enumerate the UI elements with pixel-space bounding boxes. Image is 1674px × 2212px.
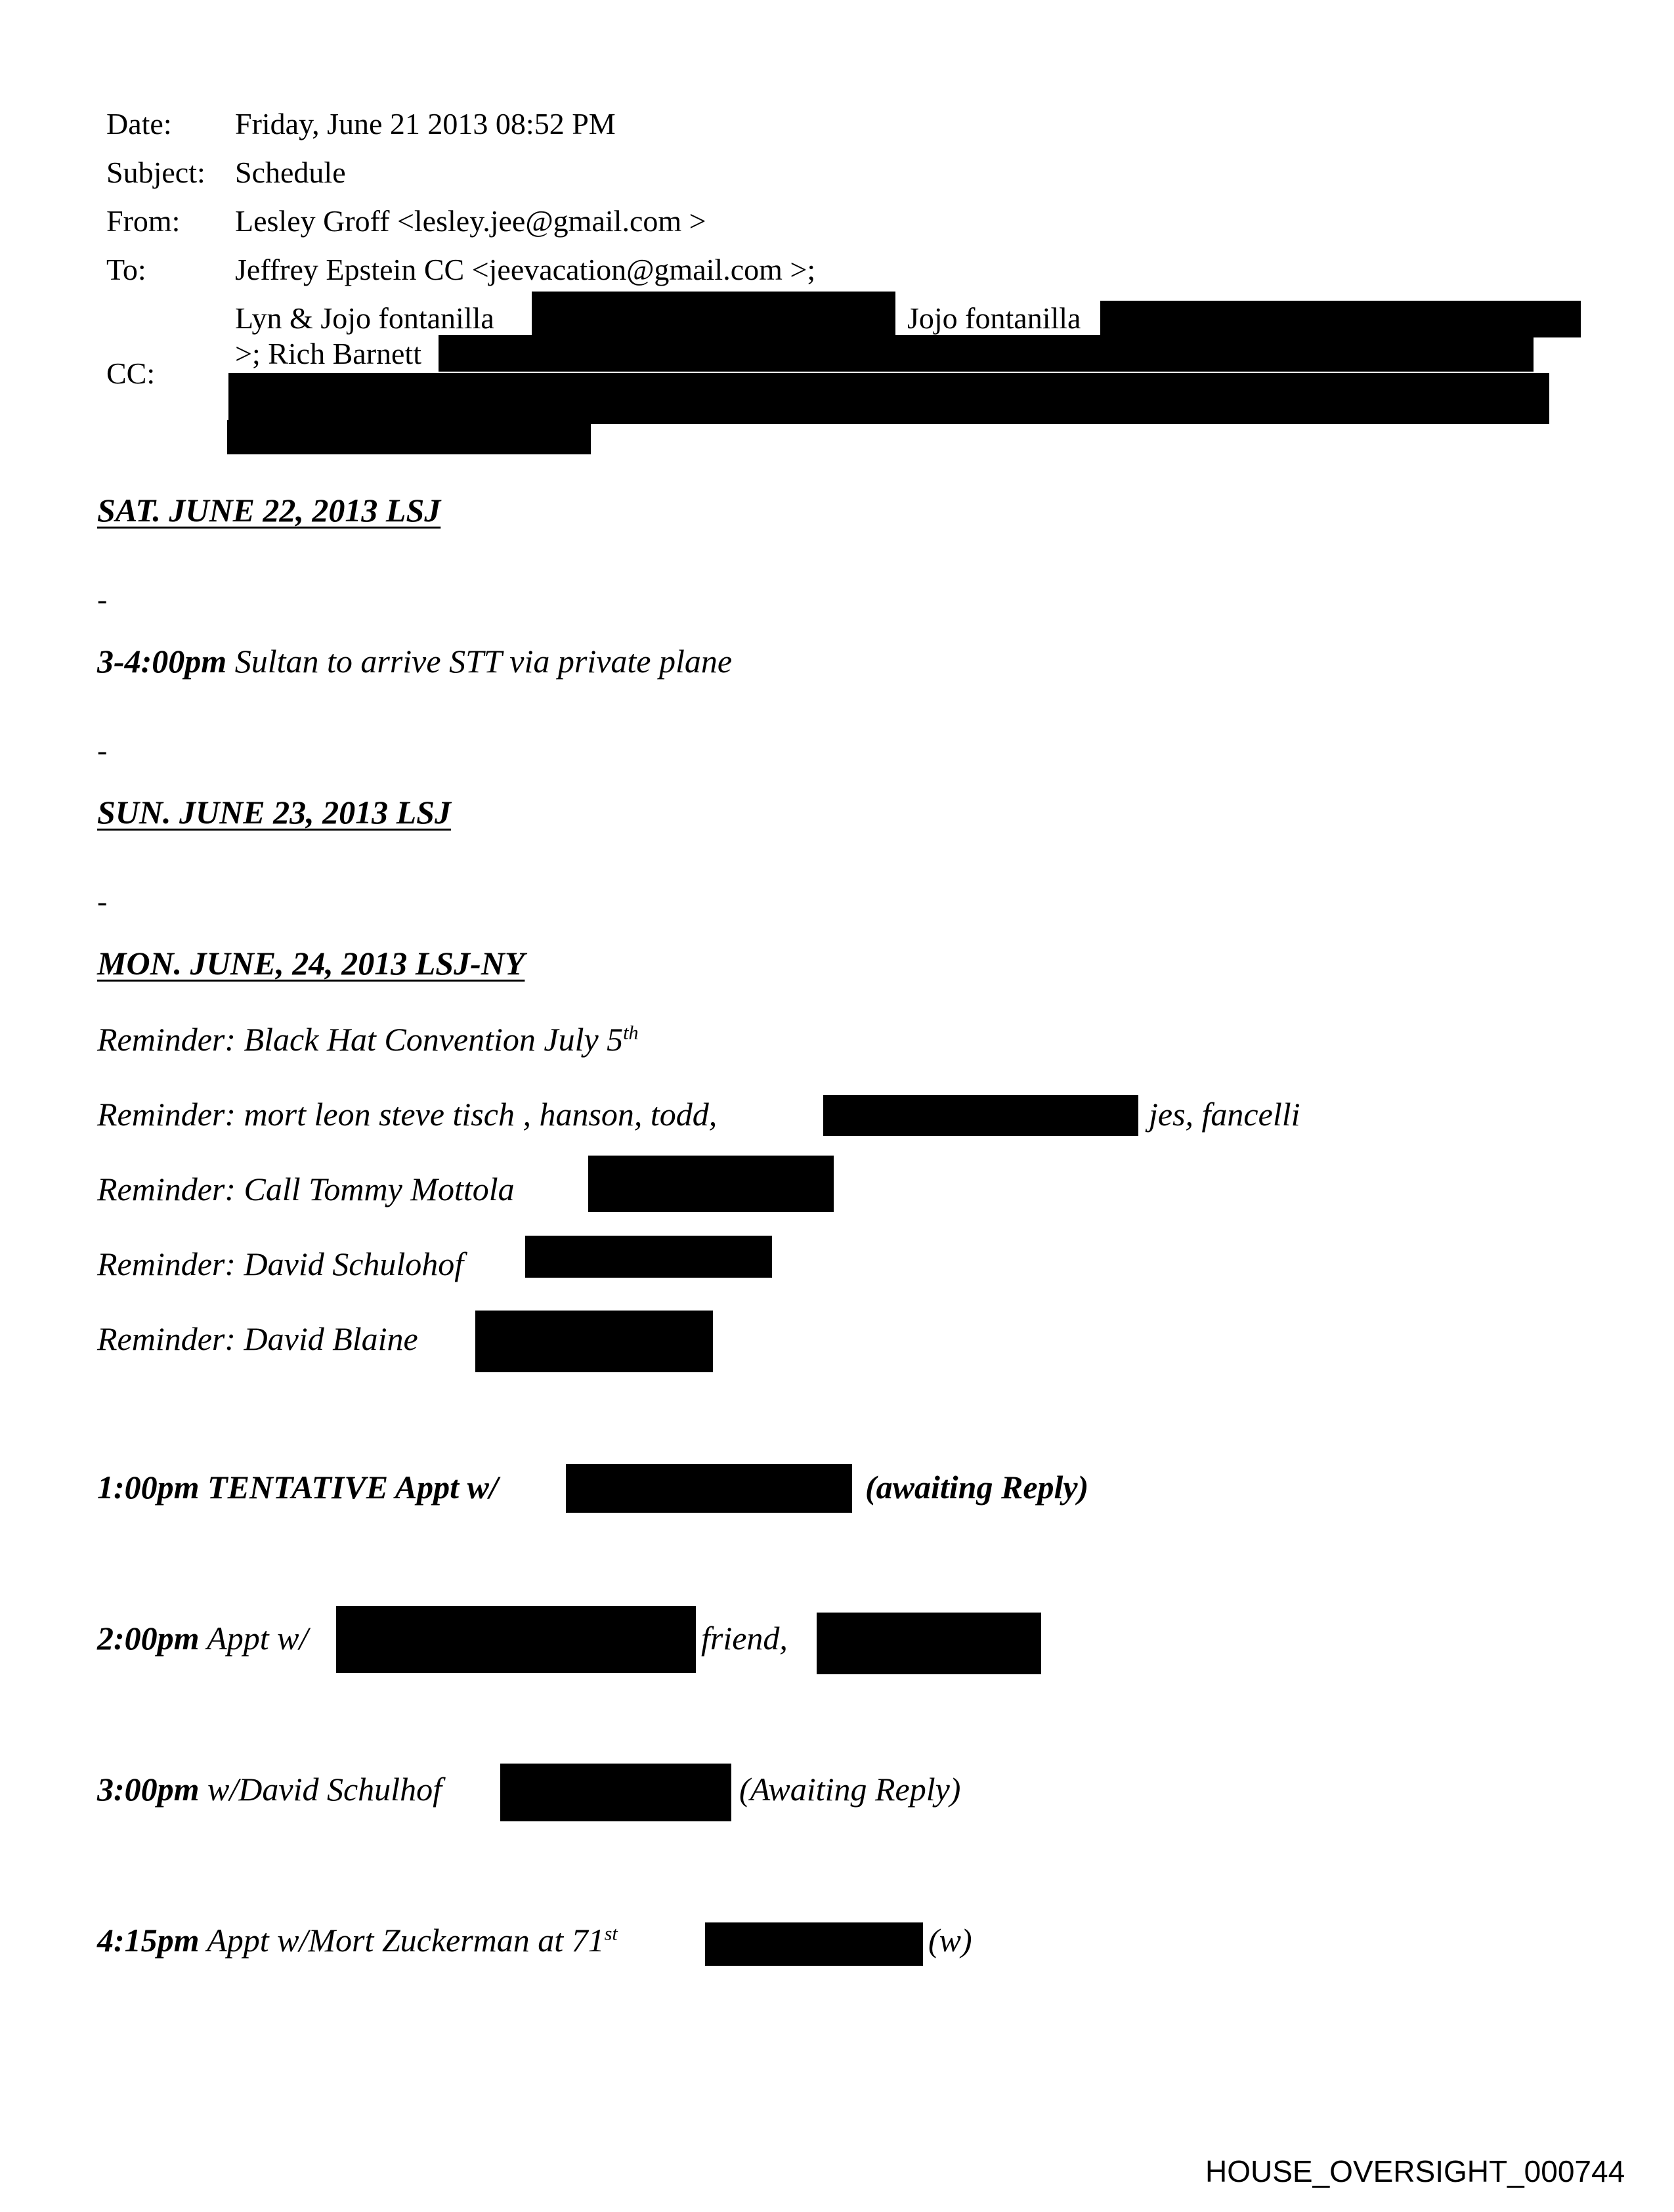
cc-label: CC: [106,357,156,390]
redaction-block [336,1606,696,1673]
sat-heading: SAT. JUNE 22, 2013 LSJ [97,492,441,529]
appointment-time: 2:00pm [97,1620,200,1657]
mon-heading: MON. JUNE, 24, 2013 LSJ-NY [97,945,525,982]
date-label: Date: [106,107,172,141]
appointment-item [97,1924,618,1957]
reminder-item: Reminder: Call Tommy Mottola [97,1171,515,1207]
redaction-block [228,373,1549,424]
appointment-item: 1:00pm TENTATIVE Appt w/ [97,1469,498,1506]
sat-schedule-item [97,645,732,678]
dash: - [97,884,108,918]
to-label: To: [106,253,146,286]
cc-line2: >; Rich Barnett [235,337,421,370]
appointment-item [97,1773,442,1806]
appointment-text: friend, [701,1620,788,1657]
dash: - [97,733,108,767]
redaction-block [439,335,1534,372]
redaction-block [588,1156,834,1212]
to-value: Jeffrey Epstein CC <jeevacation@gmail.com >; [235,253,816,286]
from-label: From: [106,204,181,238]
redaction-block [1100,301,1581,337]
appointment-status: (awaiting Reply) [865,1469,1089,1506]
cc-line1-b: Jojo fontanilla [907,301,1081,335]
sat-item-text: Sultan to arrive STT via private plane [234,643,733,680]
appointment-superscript: st [604,1922,618,1945]
redaction-block [500,1764,731,1821]
dash: - [97,582,108,616]
sun-heading: SUN. JUNE 23, 2013 LSJ [97,794,451,831]
reminder-item: Reminder: David Blaine [97,1320,418,1357]
appointment-text: Appt w/Mort Zuckerman at 71 [207,1922,605,1959]
appointment-text: (w) [928,1922,972,1959]
appointment-text: w/David Schulhof [207,1771,442,1808]
cc-line1-a: Lyn & Jojo fontanilla [235,301,494,335]
appointment-time: 4:15pm [97,1922,200,1959]
date-value: Friday, June 21 2013 08:52 PM [235,107,616,141]
subject-value: Schedule [235,156,346,189]
bates-number: HOUSE_OVERSIGHT_000744 [1205,2154,1625,2188]
redaction-block [566,1464,852,1513]
redaction-block [227,420,591,454]
appointment-status: (Awaiting Reply) [739,1771,961,1808]
reminder-text: Reminder: Black Hat Convention July 5 [97,1021,624,1058]
appointment-item [97,1622,308,1655]
redaction-block [705,1922,923,1966]
reminder-text: jes, fancelli [1149,1096,1300,1133]
from-value: Lesley Groff <lesley.jee@gmail.com > [235,204,706,238]
reminder-superscript: th [623,1022,639,1044]
appointment-time: 3:00pm [97,1771,200,1808]
sat-item-time: 3-4:00pm [97,643,227,680]
reminder-item: Reminder: mort leon steve tisch , hanson, todd, [97,1096,718,1133]
appointment-text: Appt w/ [207,1620,309,1657]
reminder-item: Reminder: David Schulohof [97,1246,464,1282]
redaction-block [532,292,895,340]
redaction-block [823,1095,1138,1136]
redaction-block [525,1236,772,1278]
redaction-block [475,1311,713,1372]
subject-label: Subject: [106,156,205,189]
reminder-item [97,1023,639,1056]
redaction-block [817,1613,1041,1674]
